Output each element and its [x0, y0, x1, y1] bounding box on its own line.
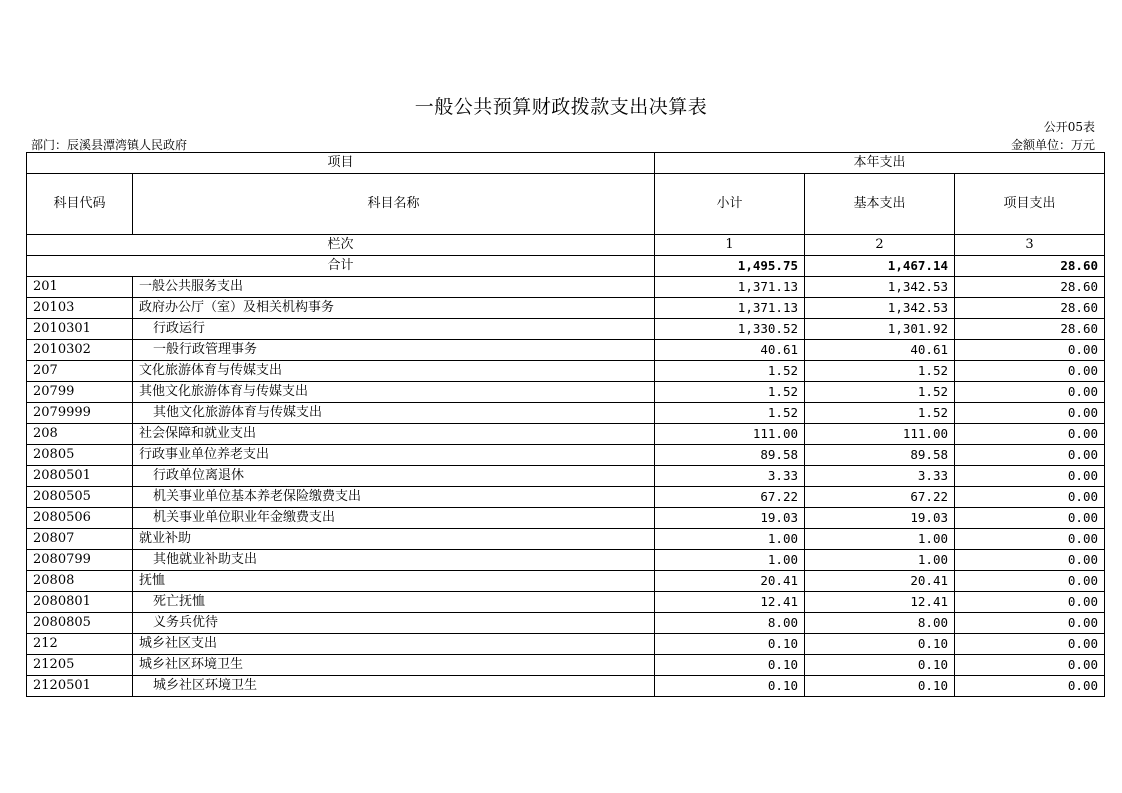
row-basic: 1.52 — [805, 403, 955, 424]
table-row — [27, 508, 1105, 529]
row-project: 0.00 — [955, 340, 1105, 361]
row-project: 0.00 — [955, 487, 1105, 508]
total-project: 28.60 — [955, 256, 1105, 277]
row-code: 2080801 — [27, 592, 133, 613]
row-code: 2120501 — [27, 676, 133, 697]
row-basic: 1,301.92 — [805, 319, 955, 340]
row-code: 208 — [27, 424, 133, 445]
row-basic: 1.00 — [805, 550, 955, 571]
table-row — [27, 487, 1105, 508]
row-basic: 40.61 — [805, 340, 955, 361]
unit-label: 金额单位：万元 — [1010, 138, 1095, 152]
row-name: 其他文化旅游体育与传媒支出 — [133, 403, 655, 424]
row-name: 其他就业补助支出 — [133, 550, 655, 571]
row-basic: 0.10 — [805, 676, 955, 697]
table-row — [27, 445, 1105, 466]
row-name: 行政事业单位养老支出 — [133, 445, 655, 466]
table-row — [27, 361, 1105, 382]
row-project: 0.00 — [955, 550, 1105, 571]
row-subtotal: 1.00 — [655, 550, 805, 571]
row-project: 0.00 — [955, 403, 1105, 424]
row-code: 2080805 — [27, 613, 133, 634]
row-name: 机关事业单位基本养老保险缴费支出 — [133, 487, 655, 508]
row-basic: 1.00 — [805, 529, 955, 550]
row-code: 20808 — [27, 571, 133, 592]
header-current-year: 本年支出 — [655, 153, 1105, 174]
total-basic: 1,467.14 — [805, 256, 955, 277]
row-subtotal: 40.61 — [655, 340, 805, 361]
row-label: 栏次 — [27, 235, 655, 256]
row-subtotal: 1,330.52 — [655, 319, 805, 340]
page-title: 一般公共预算财政拨款支出决算表 — [414, 96, 708, 118]
header-project: 项目 — [27, 153, 655, 174]
row-project: 0.00 — [955, 613, 1105, 634]
total-row — [27, 256, 1105, 277]
row-project: 0.00 — [955, 529, 1105, 550]
row-project: 0.00 — [955, 592, 1105, 613]
table-row — [27, 340, 1105, 361]
row-name: 社会保障和就业支出 — [133, 424, 655, 445]
table-row — [27, 676, 1105, 697]
row-code: 20807 — [27, 529, 133, 550]
row-basic: 1,342.53 — [805, 277, 955, 298]
row-subtotal: 1,371.13 — [655, 277, 805, 298]
row-name: 政府办公厅（室）及相关机构事务 — [133, 298, 655, 319]
table-row — [27, 466, 1105, 487]
row-project: 0.00 — [955, 361, 1105, 382]
row-subtotal: 0.10 — [655, 634, 805, 655]
row-subtotal: 0.10 — [655, 676, 805, 697]
table-row — [27, 550, 1105, 571]
row-name: 城乡社区环境卫生 — [133, 676, 655, 697]
table-row — [27, 403, 1105, 424]
row-subtotal: 1.00 — [655, 529, 805, 550]
row-basic: 1,342.53 — [805, 298, 955, 319]
col-index-2: 2 — [805, 235, 955, 256]
row-code: 201 — [27, 277, 133, 298]
total-subtotal: 1,495.75 — [655, 256, 805, 277]
row-project: 0.00 — [955, 571, 1105, 592]
row-code: 21205 — [27, 655, 133, 676]
row-name: 机关事业单位职业年金缴费支出 — [133, 508, 655, 529]
row-name: 文化旅游体育与传媒支出 — [133, 361, 655, 382]
row-basic: 19.03 — [805, 508, 955, 529]
row-name: 义务兵优待 — [133, 613, 655, 634]
row-basic: 8.00 — [805, 613, 955, 634]
table-row — [27, 634, 1105, 655]
row-project: 0.00 — [955, 424, 1105, 445]
row-project: 28.60 — [955, 298, 1105, 319]
col-index-1: 1 — [655, 235, 805, 256]
row-subtotal: 89.58 — [655, 445, 805, 466]
header-project-exp: 项目支出 — [955, 174, 1105, 235]
row-subtotal: 0.10 — [655, 655, 805, 676]
row-project: 0.00 — [955, 466, 1105, 487]
row-code: 20805 — [27, 445, 133, 466]
row-project: 0.00 — [955, 676, 1105, 697]
row-name: 城乡社区环境卫生 — [133, 655, 655, 676]
row-name: 一般行政管理事务 — [133, 340, 655, 361]
row-name: 行政单位离退休 — [133, 466, 655, 487]
row-subtotal: 111.00 — [655, 424, 805, 445]
row-code: 207 — [27, 361, 133, 382]
form-number: 公开05表 — [1043, 120, 1095, 134]
row-code: 2079999 — [27, 403, 133, 424]
row-project: 0.00 — [955, 382, 1105, 403]
row-project: 0.00 — [955, 634, 1105, 655]
row-code: 212 — [27, 634, 133, 655]
row-project: 28.60 — [955, 319, 1105, 340]
row-name: 就业补助 — [133, 529, 655, 550]
table-row — [27, 382, 1105, 403]
row-code: 2080501 — [27, 466, 133, 487]
row-project: 28.60 — [955, 277, 1105, 298]
row-code: 2080505 — [27, 487, 133, 508]
table-row — [27, 571, 1105, 592]
table-row — [27, 424, 1105, 445]
row-code: 20103 — [27, 298, 133, 319]
row-subtotal: 3.33 — [655, 466, 805, 487]
row-subtotal: 19.03 — [655, 508, 805, 529]
row-basic: 111.00 — [805, 424, 955, 445]
total-label: 合计 — [27, 256, 655, 277]
table-row — [27, 592, 1105, 613]
row-subtotal: 8.00 — [655, 613, 805, 634]
row-basic: 0.10 — [805, 655, 955, 676]
department-label: 部门：辰溪县潭湾镇人民政府 — [31, 138, 188, 152]
row-basic: 0.10 — [805, 634, 955, 655]
row-code: 20799 — [27, 382, 133, 403]
row-project: 0.00 — [955, 508, 1105, 529]
row-basic: 1.52 — [805, 361, 955, 382]
header-subtotal: 小计 — [655, 174, 805, 235]
header-basic: 基本支出 — [805, 174, 955, 235]
row-subtotal: 1,371.13 — [655, 298, 805, 319]
row-name: 其他文化旅游体育与传媒支出 — [133, 382, 655, 403]
row-project: 0.00 — [955, 445, 1105, 466]
row-subtotal: 12.41 — [655, 592, 805, 613]
row-basic: 67.22 — [805, 487, 955, 508]
row-project: 0.00 — [955, 655, 1105, 676]
row-name: 抚恤 — [133, 571, 655, 592]
table-row — [27, 529, 1105, 550]
row-basic: 1.52 — [805, 382, 955, 403]
row-code: 2080506 — [27, 508, 133, 529]
row-subtotal: 1.52 — [655, 403, 805, 424]
header-name: 科目名称 — [133, 174, 655, 235]
table-row — [27, 277, 1105, 298]
table-row — [27, 298, 1105, 319]
table-row — [27, 613, 1105, 634]
row-basic: 20.41 — [805, 571, 955, 592]
row-code: 2010302 — [27, 340, 133, 361]
row-subtotal: 1.52 — [655, 361, 805, 382]
table-row — [27, 655, 1105, 676]
row-subtotal: 20.41 — [655, 571, 805, 592]
row-basic: 3.33 — [805, 466, 955, 487]
row-basic: 12.41 — [805, 592, 955, 613]
row-name: 死亡抚恤 — [133, 592, 655, 613]
row-code: 2080799 — [27, 550, 133, 571]
expenditure-table — [26, 152, 1105, 697]
row-name: 城乡社区支出 — [133, 634, 655, 655]
header-code: 科目代码 — [27, 174, 133, 235]
col-index-3: 3 — [955, 235, 1105, 256]
row-name: 行政运行 — [133, 319, 655, 340]
row-subtotal: 1.52 — [655, 382, 805, 403]
row-subtotal: 67.22 — [655, 487, 805, 508]
row-code: 2010301 — [27, 319, 133, 340]
table-row — [27, 319, 1105, 340]
row-name: 一般公共服务支出 — [133, 277, 655, 298]
row-basic: 89.58 — [805, 445, 955, 466]
